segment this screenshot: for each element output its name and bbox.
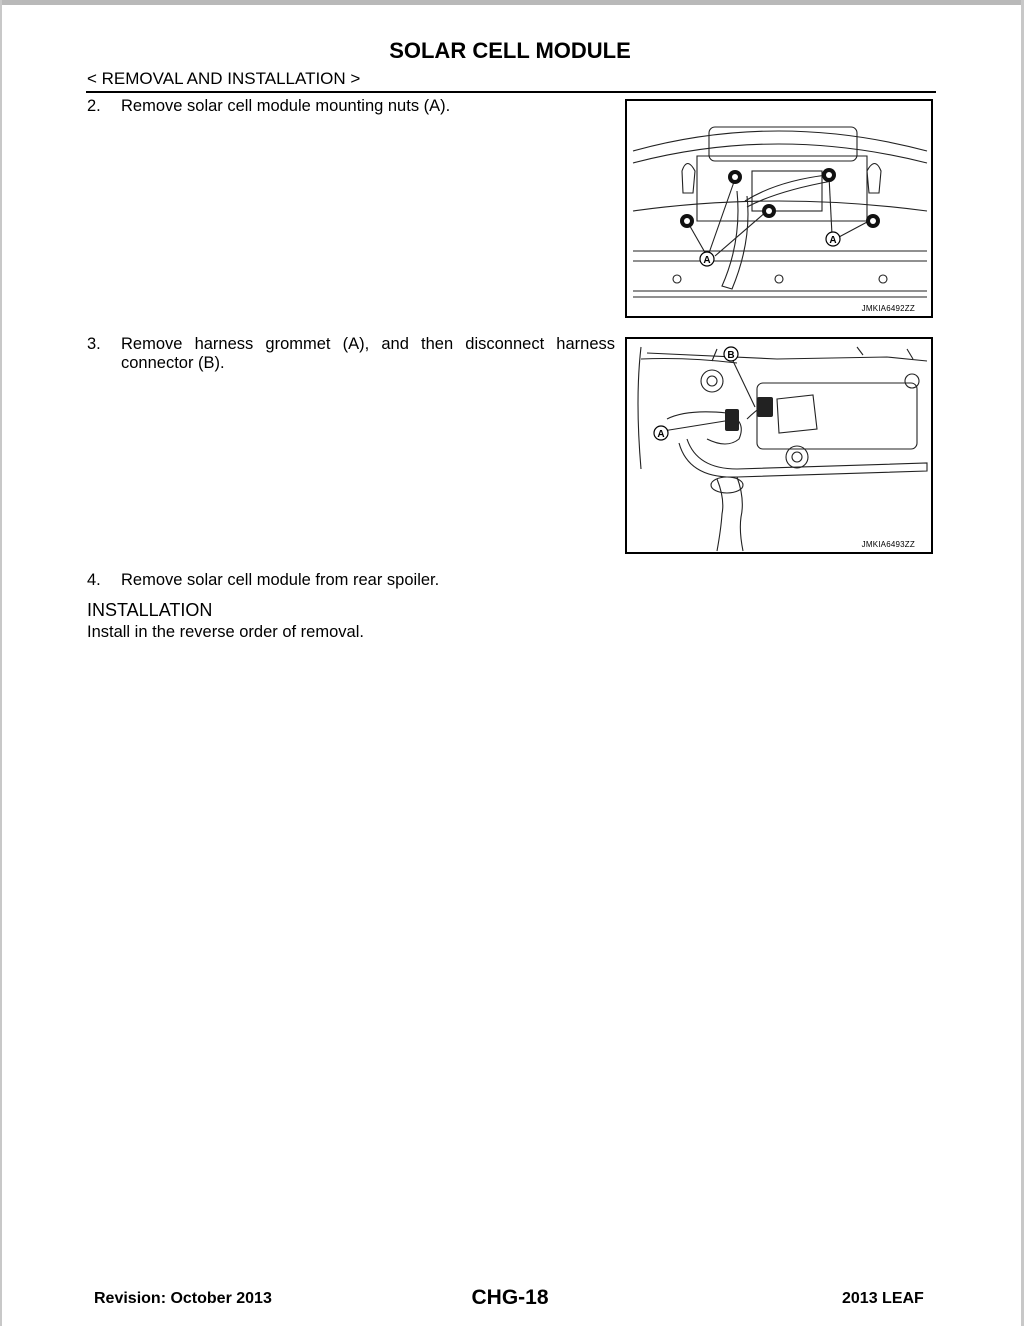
breadcrumb: < REMOVAL AND INSTALLATION > bbox=[87, 69, 361, 88]
callout-b bbox=[724, 347, 738, 361]
step-text: Remove solar cell module from rear spoiler. bbox=[121, 571, 440, 589]
callout-label: A bbox=[657, 429, 665, 440]
callout-label: A bbox=[703, 255, 711, 266]
figure-harness-connector-illustration bbox=[627, 339, 933, 554]
installation-heading: INSTALLATION bbox=[87, 600, 213, 620]
figure-harness-connector bbox=[625, 337, 933, 554]
step-number: 4. bbox=[87, 571, 101, 589]
callout-a-right bbox=[826, 232, 840, 246]
step-number: 2. bbox=[87, 97, 101, 115]
figure-mounting-nuts-illustration bbox=[627, 101, 933, 318]
figure-id: JMKIA6492ZZ bbox=[861, 304, 915, 313]
step-3 bbox=[87, 335, 617, 375]
callout-a-left bbox=[700, 252, 714, 266]
figure-mounting-nuts bbox=[625, 99, 933, 318]
step-4 bbox=[87, 571, 617, 591]
step-text: Remove solar cell module mounting nuts (A). bbox=[121, 97, 451, 115]
callout-label: B bbox=[727, 350, 735, 361]
viewer-left-edge bbox=[0, 0, 2, 1326]
footer-model: 2013 LEAF bbox=[842, 1290, 924, 1307]
callout-a bbox=[654, 426, 668, 440]
figure-id: JMKIA6493ZZ bbox=[861, 540, 915, 549]
page-title: SOLAR CELL MODULE bbox=[389, 38, 631, 63]
step-number: 3. bbox=[87, 335, 101, 353]
viewer-top-edge bbox=[0, 0, 1024, 5]
callout-label: A bbox=[829, 235, 837, 246]
footer-page-number: CHG-18 bbox=[471, 1286, 549, 1309]
step-2 bbox=[87, 97, 617, 117]
footer-revision: Revision: October 2013 bbox=[94, 1290, 272, 1307]
header-divider bbox=[86, 91, 936, 93]
step-text: Remove harness grommet (A), and then disconnect harness connector (B). bbox=[121, 335, 615, 372]
installation-text: Install in the reverse order of removal. bbox=[87, 623, 364, 641]
